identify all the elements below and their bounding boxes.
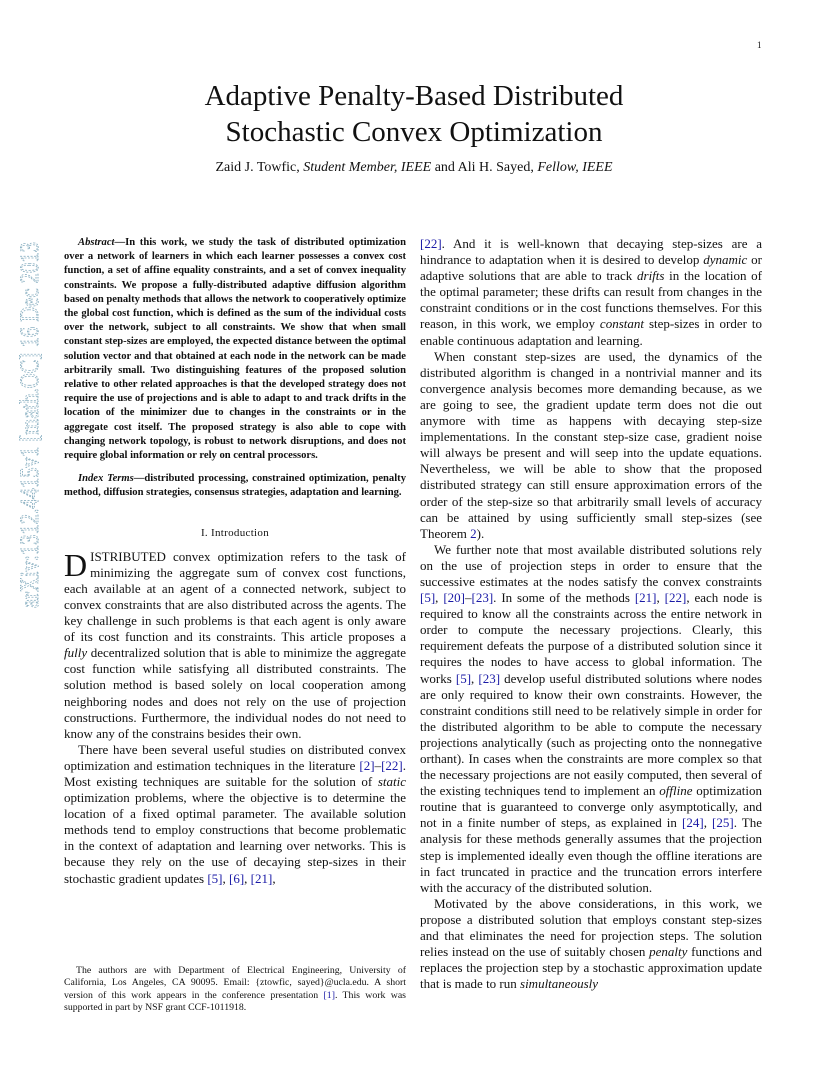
citation-link[interactable]: [21] xyxy=(634,590,657,606)
right-column xyxy=(420,236,762,992)
r1-emph: drifts xyxy=(637,268,665,284)
footnote-text: . This work was supported in part by NSF grant CCF-1011918. xyxy=(64,989,406,1013)
p2-text: There have been several useful studies on distributed convex optimization and estimation techniques in the literature xyxy=(64,741,406,773)
abstract-label: Abstract xyxy=(78,237,115,248)
index-terms-text: —distributed processing, constrained optimization, penalty method, diffusion strategies, consensus strategies, adaptation and learning. xyxy=(64,473,406,499)
citation-link[interactable]: [5] xyxy=(420,590,436,606)
page-number: 1 xyxy=(757,40,762,50)
title-line-1: Adaptive Penalty-Based Distributed xyxy=(204,80,624,112)
citation-link[interactable]: [20] xyxy=(443,590,465,606)
citation-link[interactable]: [5] xyxy=(455,670,472,686)
p2-text: , xyxy=(244,870,251,886)
r3-text: , xyxy=(435,590,444,606)
intro-p1-text2: decentralized solution that is able to minimize the aggregate cost function while satisfying all distributed constraints. The solution method is based solely on local cooperation among neighboring nodes and does not rely on the use of projection constructions. Furthermore, the individual nodes do not need to know any of the constrains besides their own. xyxy=(64,645,406,741)
r2-text: When constant step-sizes are used, the dynamics of the distributed algorithm is changed in a nontrivial manner and its convergence analysis becomes more demanding because, as we are going to see, the gradient update term does not die out anymore with time as happens with decaying step-size implementations. In the constant step-size case, gradient noise will always be present and will seep into the update equations. Nevertheless, we will be able to show that the proposed distributed strategy can still ensure approximation errors of the order of the step-size so that arbitrarily small levels of accuracy can be attained by using sufficiently small step-sizes (see Theorem xyxy=(420,348,762,541)
r3-text: . In some of the methods xyxy=(493,590,635,606)
r4-emph: penalty xyxy=(649,944,688,960)
p2-emph: static xyxy=(377,773,406,789)
p2-text: , xyxy=(222,870,229,886)
citation-link[interactable]: [22] xyxy=(664,590,687,606)
citation-link[interactable]: [25] xyxy=(712,815,734,831)
index-terms xyxy=(64,472,406,500)
author-1: Zaid J. Towfic, xyxy=(215,160,300,175)
footnote-text: The authors are with Department of Electrical Engineering, University of California, Los Angeles, CA 90095. Email: {ztowfic, sayed}@ucla.edu. A short version of this work appears in the conference presentation xyxy=(64,965,406,1001)
author-line xyxy=(0,159,828,177)
abstract-text: —In this work, we study the task of distributed optimization over a network of learners in which each learner possesses a convex cost function, a set of affine equality constraints, and a set of convex inequality constraints. We propose a fully-distributed adaptive diffusion algorithm based on penalty methods that allows the network to cooperatively optimize the global cost function, which is defined as the sum of the individual costs over the network, subject to all constraints. We show that when small constant step-sizes are employed, the expected distance between the optimal solution vector and that obtained at each node in the network can be made arbitrarily small. Two distinguishing features of the proposed solution relative to other related approaches is that the developed strategy does not require the use of projections and is able to adapt to and track drifts in the location of the minimizer due to changes in the constraints or in the aggregate cost itself. The proposed strategy is also able to cope with changing network topology, is robust to network disruptions, and does not require global information or rely on central processors. xyxy=(64,237,406,462)
intro-paragraph-2 xyxy=(64,742,406,887)
r1-text: . And it is well-known that decaying step-sizes are a hindrance to adaptation when it is desired to develop xyxy=(420,236,762,268)
r4-emph: simultaneously xyxy=(520,976,599,992)
right-paragraph-1 xyxy=(420,236,762,349)
intro-paragraph-1 xyxy=(64,546,406,742)
citation-link[interactable]: [2] xyxy=(359,757,375,773)
r3-text: develop useful distributed solutions where nodes are only required to know their own constraints. However, the constraint conditions still need to be relatively simple in order for the distributed algorithm to be able to compute the necessary projections analytically (such as projecting onto the nonnegative orthant). In cases when the constraints are more complex so that the necessary projections are not easily computed, then several of the existing techniques tend to implement an xyxy=(420,670,763,799)
r3-text: – xyxy=(465,590,472,606)
r3-text: , each node is required to know all the constraints across the entire network in order to compute the necessary projections. Clearly, this requirement defeats the purpose of a distributed solution since it requires the nodes to have access to global information. The works xyxy=(420,590,763,686)
author-2: and Ali H. Sayed, xyxy=(434,160,534,175)
abstract xyxy=(64,236,406,463)
r3-text: . The analysis for these methods generally assumes that the projection step is implemented ideally even though the offline iterations are in fact truncated in practice and the truncation errors interfere with the accuracy of the distributed solution. xyxy=(420,815,763,895)
citation-link[interactable]: [1] xyxy=(323,989,335,1001)
r1-text: step-sizes in order to enable continuous adaptation and learning. xyxy=(420,316,762,348)
r3-text: , xyxy=(471,670,479,686)
r3-text: We further note that most available distributed solutions rely on the use of projection steps in order to ensure that the successive estimates at the nodes satisfy the convex constraints xyxy=(420,541,762,589)
arxiv-stamp-text: arXiv:1312.4415v1 [math.OC] 16 Dec 2013 xyxy=(15,240,44,608)
r2-text: ). xyxy=(476,525,485,541)
r3-text: , xyxy=(656,590,665,606)
paper-title xyxy=(0,78,828,150)
title-line-2: Stochastic Convex Optimization xyxy=(225,116,603,148)
p2-text: . Most existing techniques are suitable for the solution of xyxy=(64,757,406,789)
citation-link[interactable]: [22] xyxy=(381,757,403,773)
footnote xyxy=(64,965,406,1014)
r1-text: or adaptive solutions that are able to track xyxy=(420,252,762,284)
r1-text: in the location of the optimal parameter; these drifts can result from changes in the constraint conditions or in the cost functions themselves. For this reason, in this work, we employ xyxy=(420,268,762,332)
r4-text: Motivated by the above considerations, in this work, we propose a distributed solution that employs constant step-sizes and that eliminates the need for projection steps. The solution relies instead on the use of suitably chosen xyxy=(420,895,762,960)
citation-link[interactable]: [21] xyxy=(250,870,273,886)
r3-emph: offline xyxy=(659,783,693,799)
r1-emph: constant xyxy=(599,316,644,332)
citation-link[interactable]: [23] xyxy=(478,670,501,686)
left-column xyxy=(64,236,406,887)
right-paragraph-3 xyxy=(420,542,762,896)
r3-text: , xyxy=(703,815,713,831)
r3-text: optimization routine that is guaranteed to converge only asymptotically, and not in a finite number of steps, as explained in xyxy=(420,783,762,831)
p2-text: – xyxy=(374,757,382,773)
intro-p1-emph: fully xyxy=(64,645,88,661)
index-terms-label: Index Terms xyxy=(78,473,134,485)
p2-text: , xyxy=(272,870,276,886)
arxiv-stamp xyxy=(8,240,48,610)
citation-link[interactable]: [5] xyxy=(207,870,223,886)
r4-text: functions and replaces the projection step by a stochastic approximation update that is made to run xyxy=(420,944,763,992)
citation-link[interactable]: [23] xyxy=(471,590,494,606)
citation-link[interactable]: [6] xyxy=(229,870,245,886)
theorem-link[interactable]: 2 xyxy=(470,525,477,541)
intro-p1-text: ISTRIBUTED convex optimization refers to the task of minimizing the aggregate sum of convex cost functions, each available at an agent of a connected network, subject to convex constraints that are also distributed across the agents. The key challenge in such problems is that each agent is only aware of its cost function and its constraints. This article proposes a xyxy=(64,548,406,645)
drop-cap: D xyxy=(64,546,88,583)
section-heading-introduction: I. Introduction xyxy=(200,526,270,539)
author-2-role: Fellow, IEEE xyxy=(537,160,613,175)
citation-link[interactable]: [22] xyxy=(420,236,442,251)
p2-text: optimization problems, where the objective is to determine the location of a fixed optimal parameter. The available solution methods tend to employ constructions that become problematic in the context of adaptation and learning over networks. This is because they rely on the use of decaying step-sizes in their stochastic gradient updates xyxy=(64,790,406,886)
right-paragraph-2 xyxy=(420,349,762,542)
author-1-role: Student Member, IEEE xyxy=(303,160,432,175)
r1-emph: dynamic xyxy=(703,252,748,268)
citation-link[interactable]: [24] xyxy=(682,815,704,831)
right-paragraph-4 xyxy=(420,896,762,993)
